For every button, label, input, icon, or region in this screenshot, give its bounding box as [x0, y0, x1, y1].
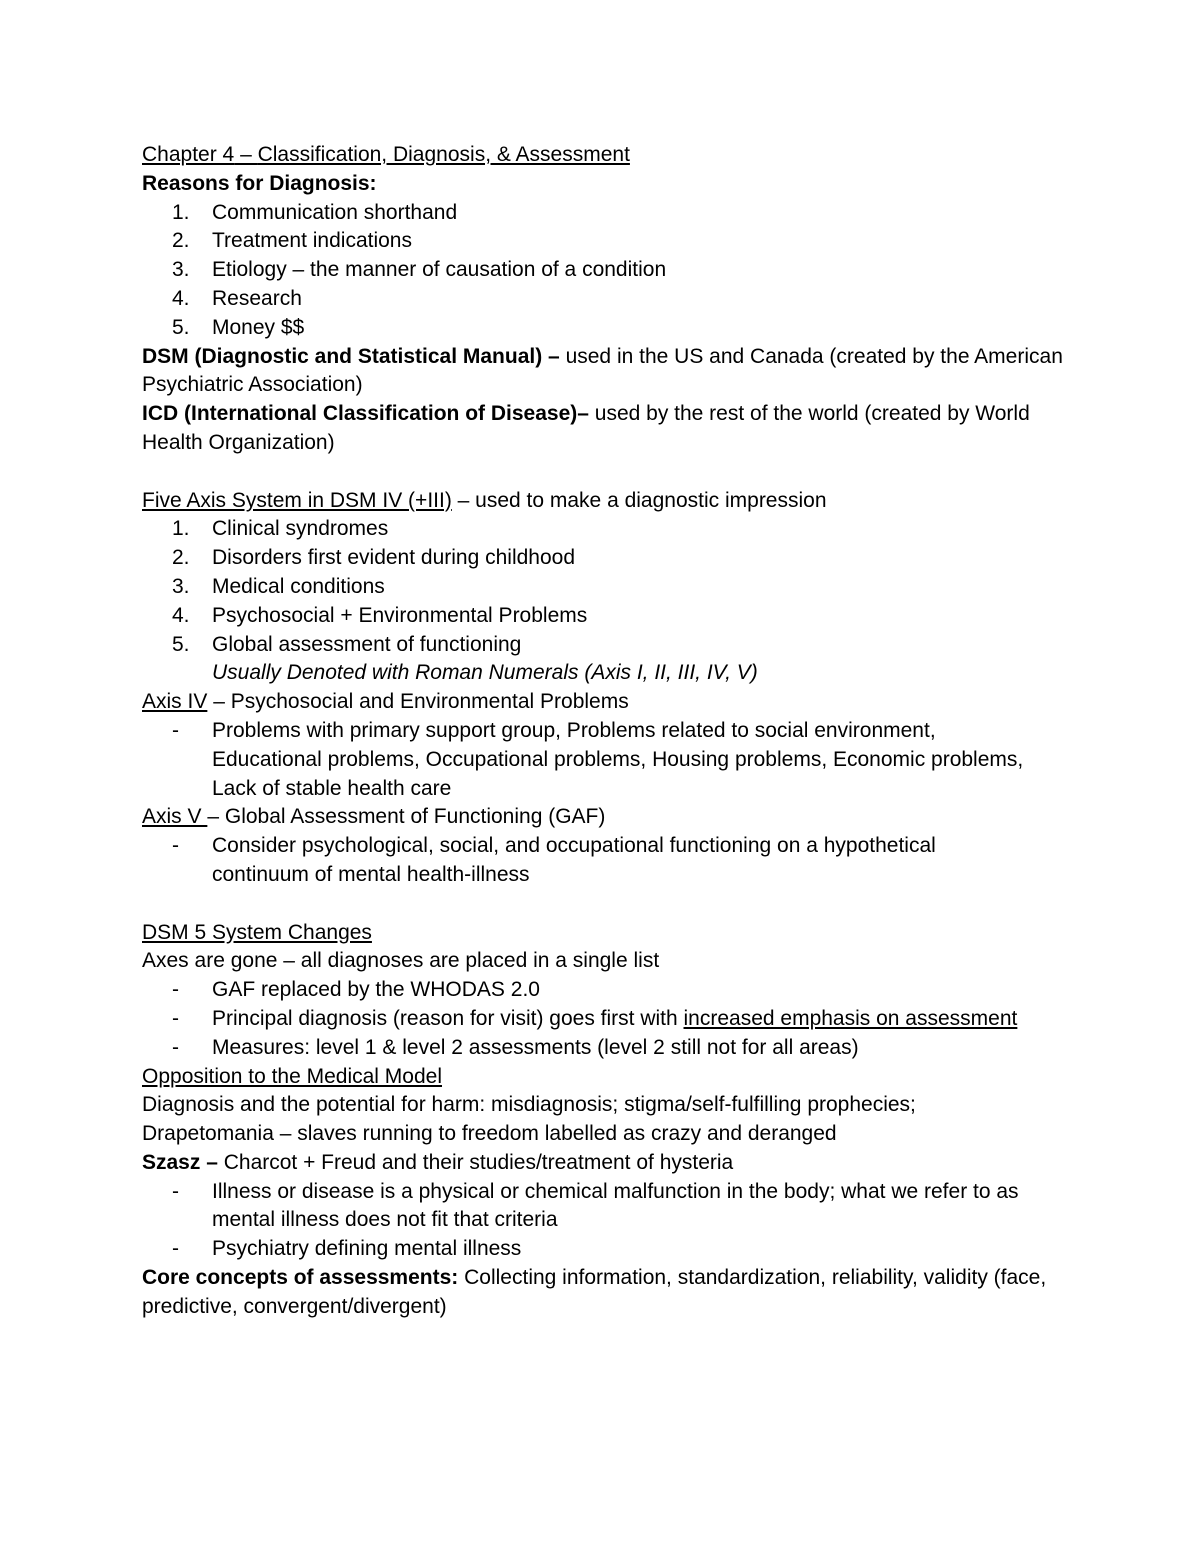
dsm5-intro: Axes are gone – all diagnoses are placed in a single list	[142, 949, 660, 973]
notes-content	[142, 141, 1072, 1322]
dsm-term: DSM (Diagnostic and Statistical Manual) –	[142, 344, 560, 368]
list-item	[142, 227, 1072, 256]
icd-definition	[142, 400, 1072, 429]
list-item	[142, 544, 1072, 573]
opposition-text-2: Drapetomania – slaves running to freedom labelled as crazy and deranged	[142, 1122, 837, 1146]
core-concepts-line	[142, 1264, 1072, 1293]
five-axis-heading-line	[142, 487, 1072, 516]
item-text: Problems with primary support group, Problems related to social environment,	[212, 718, 936, 742]
list-item	[142, 285, 1072, 314]
item-text: GAF replaced by the WHODAS 2.0	[212, 978, 540, 1002]
axis5-label: Axis V	[142, 805, 208, 829]
bullet-item	[142, 1034, 1072, 1063]
list-item	[142, 573, 1072, 602]
dsm-definition	[142, 343, 1072, 372]
item-text: Psychiatry defining mental illness	[212, 1237, 522, 1261]
opposition-text-1: Diagnosis and the potential for harm: misdiagnosis; stigma/self-fulfilling prophecies;	[142, 1093, 916, 1117]
item-text: Measures: level 1 & level 2 assessments (level 2 still not for all areas)	[212, 1035, 859, 1059]
dsm-text-2: Psychiatric Association)	[142, 373, 363, 397]
item-text: Disorders first evident during childhood	[212, 546, 576, 570]
item-text: Consider psychological, social, and occupational functioning on a hypothetical	[212, 834, 936, 858]
bullet-dash: -	[172, 718, 179, 742]
item-number: 2.	[172, 546, 190, 570]
axis4-label: Axis IV	[142, 690, 208, 714]
bullet-dash: -	[172, 1237, 179, 1261]
axis4-heading-line	[142, 688, 1072, 717]
five-axis-heading: Five Axis System in DSM IV (+III)	[142, 488, 452, 512]
list-item	[142, 314, 1072, 343]
item-text: Illness or disease is a physical or chemical malfunction in the body; what we refer to as	[212, 1179, 1019, 1203]
list-item	[142, 631, 1072, 660]
item-number: 3.	[172, 258, 190, 282]
item-text: Psychosocial + Environmental Problems	[212, 603, 588, 627]
core-text-2: predictive, convergent/divergent)	[142, 1294, 447, 1318]
item-text-underlined: increased emphasis on assessment	[683, 1006, 1018, 1030]
item-text-pre: Principal diagnosis (reason for visit) goes first with	[212, 1006, 684, 1030]
title-dash: –	[234, 143, 258, 166]
item-text: Communication shorthand	[212, 200, 458, 224]
roman-numeral-note: Usually Denoted with Roman Numerals (Axis I, II, III, IV, V)	[212, 661, 758, 685]
dsm-text-1: used in the US and Canada (created by the American	[559, 344, 1063, 368]
item-text: Etiology – the manner of causation of a condition	[212, 258, 667, 282]
title-chapter: Chapter 4	[142, 143, 235, 166]
icd-text-1: used by the rest of the world (created by World	[588, 402, 1030, 426]
bullet-item	[142, 1178, 1072, 1207]
list-item	[142, 256, 1072, 285]
bullet-dash: -	[172, 978, 179, 1002]
list-item	[142, 602, 1072, 631]
core-term: Core concepts of assessments:	[142, 1266, 459, 1290]
item-number: 5.	[172, 632, 190, 656]
szasz-term: Szasz –	[142, 1150, 224, 1174]
icd-text-2: Health Organization)	[142, 430, 335, 454]
item-number: 5.	[172, 315, 190, 339]
item-number: 1.	[172, 200, 190, 224]
item-text: Treatment indications	[212, 229, 412, 253]
item-text: Lack of stable health care	[212, 776, 452, 800]
list-item	[142, 199, 1072, 228]
item-number: 2.	[172, 229, 190, 253]
dsm5-heading: DSM 5 System Changes	[142, 920, 372, 944]
item-text: Educational problems, Occupational problems, Housing problems, Economic problems,	[212, 747, 1024, 771]
bullet-item	[142, 976, 1072, 1005]
title-rest: Classification, Diagnosis, & Assessment	[257, 143, 630, 166]
bullet-item	[142, 832, 1072, 861]
core-text-1: Collecting information, standardization, reliability, validity (face,	[458, 1266, 1047, 1290]
bullet-item	[142, 1005, 1072, 1034]
item-text	[212, 1005, 1017, 1034]
szasz-line	[142, 1149, 1072, 1178]
item-text: Medical conditions	[212, 574, 385, 598]
bullet-dash: -	[172, 834, 179, 858]
item-text: Global assessment of functioning	[212, 632, 522, 656]
axis4-rest: – Psychosocial and Environmental Problems	[207, 690, 629, 714]
bullet-dash: -	[172, 1179, 179, 1203]
item-text: Clinical syndromes	[212, 517, 389, 541]
item-text: Money $$	[212, 315, 305, 339]
item-number: 1.	[172, 517, 190, 541]
icd-term: ICD (International Classification of Disease)–	[142, 402, 589, 426]
szasz-rest: Charcot + Freud and their studies/treatment of hysteria	[223, 1150, 734, 1174]
axis5-heading-line	[142, 803, 1072, 832]
item-number: 4.	[172, 603, 190, 627]
page-title	[142, 141, 1072, 170]
item-number: 4.	[172, 286, 190, 310]
list-item	[142, 515, 1072, 544]
reasons-heading: Reasons for Diagnosis:	[142, 171, 377, 195]
item-text: continuum of mental health-illness	[212, 862, 530, 886]
bullet-item	[142, 1235, 1072, 1264]
bullet-item	[142, 717, 1072, 746]
bullet-dash: -	[172, 1035, 179, 1059]
axis5-rest: – Global Assessment of Functioning (GAF)	[207, 805, 606, 829]
item-number: 3.	[172, 574, 190, 598]
opposition-heading: Opposition to the Medical Model	[142, 1064, 442, 1088]
five-axis-rest: – used to make a diagnostic impression	[451, 488, 827, 512]
item-text: Research	[212, 286, 302, 310]
bullet-dash: -	[172, 1006, 179, 1030]
item-text: mental illness does not fit that criteria	[212, 1208, 558, 1232]
